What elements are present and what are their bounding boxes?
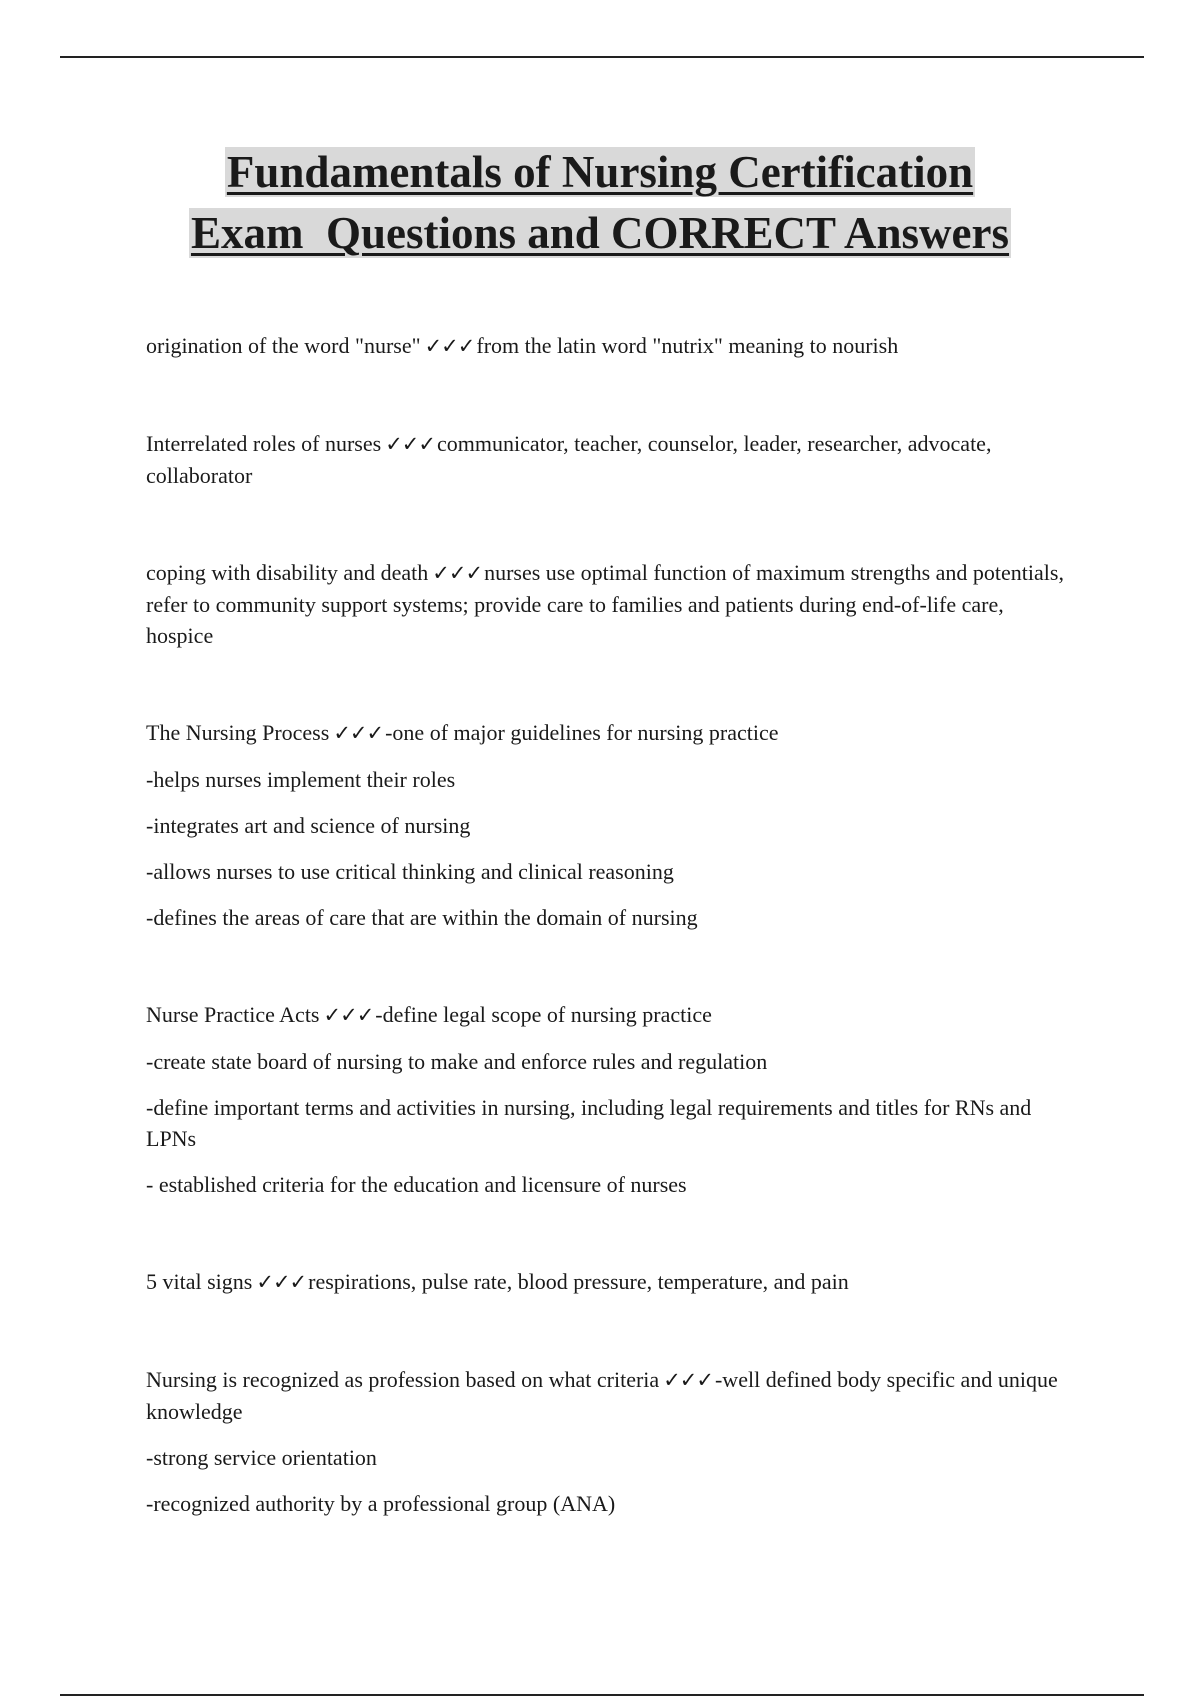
qa-item bbox=[146, 330, 1076, 362]
title-line-1: Fundamentals of Nursing Certification bbox=[226, 147, 974, 197]
answer-text: -one of major guidelines for nursing practice bbox=[385, 720, 779, 745]
answer-text: -define legal scope of nursing practice bbox=[375, 1002, 712, 1027]
answer-line: -allows nurses to use critical thinking and clinical reasoning bbox=[146, 859, 674, 884]
qa-line bbox=[146, 999, 1076, 1031]
answer-text: nurses use optimal function of maximum strengths and potentials, refer to community support systems; provide care to families and patients during end-of-life care, hospice bbox=[146, 560, 1064, 648]
question-text: origination of the word "nurse" bbox=[146, 333, 421, 358]
qa-item bbox=[146, 1364, 1076, 1519]
document-title bbox=[0, 142, 1200, 264]
check-mark-icon: ✓✓✓ bbox=[424, 334, 475, 358]
answer-line: -strong service orientation bbox=[146, 1445, 377, 1470]
question-text: Nursing is recognized as profession based on what criteria bbox=[146, 1367, 660, 1392]
qa-line bbox=[146, 428, 1076, 491]
qa-line bbox=[146, 557, 1076, 651]
qa-line bbox=[146, 717, 1076, 749]
answer-line: -recognized authority by a professional group (ANA) bbox=[146, 1491, 616, 1516]
qa-item bbox=[146, 999, 1076, 1200]
check-mark-icon: ✓✓✓ bbox=[256, 1270, 307, 1294]
answer-text: from the latin word "nutrix" meaning to nourish bbox=[476, 333, 899, 358]
qa-line bbox=[146, 330, 1076, 362]
qa-item bbox=[146, 717, 1076, 933]
qa-item bbox=[146, 1266, 1076, 1298]
question-text: coping with disability and death bbox=[146, 560, 429, 585]
qa-line bbox=[146, 1364, 1076, 1427]
bottom-rule bbox=[60, 1694, 1144, 1696]
qa-item bbox=[146, 428, 1076, 491]
answer-text: respirations, pulse rate, blood pressure, temperature, and pain bbox=[308, 1269, 849, 1294]
qa-line bbox=[146, 1266, 1076, 1298]
title-line-2: Exam Questions and CORRECT Answers bbox=[190, 208, 1010, 258]
check-mark-icon: ✓✓✓ bbox=[432, 561, 483, 585]
question-text: The Nursing Process bbox=[146, 720, 330, 745]
qa-list bbox=[146, 330, 1076, 1585]
check-mark-icon: ✓✓✓ bbox=[323, 1003, 374, 1027]
check-mark-icon: ✓✓✓ bbox=[333, 721, 384, 745]
answer-line: -helps nurses implement their roles bbox=[146, 767, 456, 792]
question-text: Interrelated roles of nurses bbox=[146, 431, 382, 456]
answer-text: -well defined body specific and unique knowledge bbox=[146, 1367, 1058, 1424]
answer-line: -create state board of nursing to make and enforce rules and regulation bbox=[146, 1049, 768, 1074]
check-mark-icon: ✓✓✓ bbox=[385, 432, 435, 456]
question-text: 5 vital signs bbox=[146, 1269, 253, 1294]
qa-item bbox=[146, 557, 1076, 651]
question-text: Nurse Practice Acts bbox=[146, 1002, 320, 1027]
answer-line: -define important terms and activities in nursing, including legal requirements and titles for RNs and LPNs bbox=[146, 1095, 1032, 1151]
answer-line: - established criteria for the education and licensure of nurses bbox=[146, 1172, 687, 1197]
answer-text: communicator, teacher, counselor, leader, researcher, advocate, collaborator bbox=[146, 431, 992, 488]
top-rule bbox=[60, 56, 1144, 58]
check-mark-icon: ✓✓✓ bbox=[663, 1368, 713, 1392]
answer-line: -defines the areas of care that are within the domain of nursing bbox=[146, 905, 698, 930]
answer-line: -integrates art and science of nursing bbox=[146, 813, 471, 838]
